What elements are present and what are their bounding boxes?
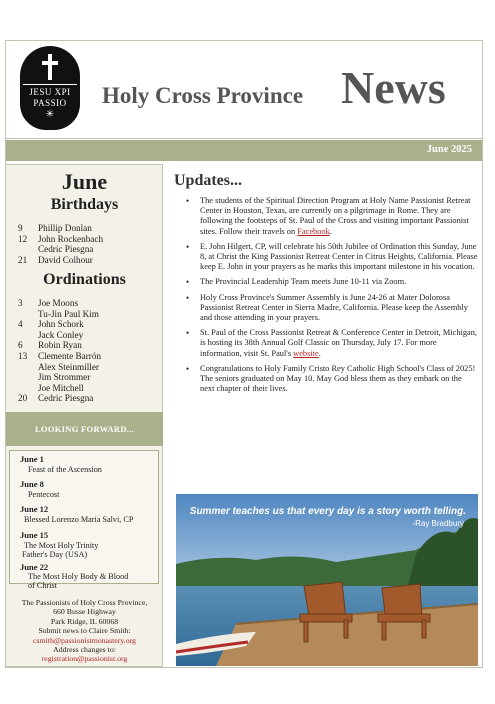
- list-item: 9 Phillip Donlan: [18, 223, 92, 233]
- email-link[interactable]: csmith@passionistmonastery.org: [33, 635, 136, 645]
- passionist-emblem-logo: [20, 46, 80, 130]
- event-item: June 1 Feast of the Ascension: [20, 454, 102, 474]
- email-link[interactable]: registration@passionist.org: [41, 654, 128, 664]
- news-title: News: [341, 62, 446, 113]
- ordinations-heading: Ordinations: [43, 271, 126, 288]
- contact-info: The Passionists of Holy Cross Province, 660 Busse Highway Park Ridge, IL 60068 Submit news to Claire Smith: csmith@passionistmonastery.org Address changes to: registration@passionist.org: [6, 598, 163, 664]
- issue-date: June 2025: [426, 144, 472, 155]
- facebook-link[interactable]: Facebook: [297, 226, 330, 236]
- list-item: Jim Strommer: [38, 372, 91, 383]
- emblem-text-line1: JESU XPI: [29, 87, 71, 97]
- list-item: 4 John Schork: [18, 319, 84, 330]
- summer-photo: [176, 494, 478, 666]
- birthdays-list: [18, 223, 103, 265]
- list-item: 20 Cedric Piesgna: [18, 393, 94, 404]
- emblem-text-line2: PASSIO: [33, 98, 67, 108]
- list-item: 21 David Colhour: [18, 254, 93, 265]
- looking-forward-band: [6, 412, 163, 446]
- updates-list: [186, 196, 478, 399]
- looking-forward-heading: LOOKING FORWARD...: [34, 424, 135, 434]
- event-item: June 8 Pentecost: [20, 479, 60, 499]
- website-link[interactable]: website: [293, 348, 319, 358]
- month-heading: June: [61, 169, 108, 194]
- list-item: • Congratulations to Holy Family Cristo Rey Catholic High School's Class of 2025! The seniors graduated on May 10. May God bless them as they embark on the next chapter of their lives.: [186, 364, 478, 395]
- event-item: June 12 Blessed Lorenzo Maria Salvi, CP: [20, 504, 134, 524]
- province-title: Holy Cross Province: [102, 83, 304, 108]
- sidebar: [6, 164, 163, 667]
- masthead: [6, 41, 482, 139]
- list-item: • Holy Cross Province's Summer Assembly is June 24-26 at Mater Dolorosa Passionist Retreat Center in Sierra Madre, California. Please keep the Assembly and those attending in your prayers.: [186, 293, 478, 324]
- event-item: June 22 The Most Holy Body & Blood of Christ: [20, 562, 129, 590]
- newsletter-page: [5, 40, 483, 668]
- list-item: • St. Paul of the Cross Passionist Retreat & Conference Center in Detroit, Michigan, is hosting its 38th Annual Golf Classic on Thursday, July 17. For more information, visit St. Paul's website.: [186, 328, 478, 359]
- star-icon: ✳: [45, 109, 55, 120]
- list-item: Cedric Piesgna: [38, 244, 94, 255]
- list-item: Joe Mitchell: [38, 382, 84, 393]
- ordinations-list: [18, 298, 101, 404]
- list-item: • The Provincial Leadership Team meets June 10-11 via Zoom.: [186, 277, 478, 287]
- updates-heading: Updates...: [174, 172, 243, 189]
- list-item: Tu-Jin Paul Kim: [38, 308, 99, 319]
- list-item: 3 Joe Moons: [18, 298, 79, 308]
- date-band: [6, 140, 482, 161]
- list-item: 6 Robin Ryan: [18, 340, 82, 351]
- list-item: Jack Conley: [38, 329, 84, 340]
- cross-icon: [42, 54, 58, 80]
- list-item: 13 Clemente Barrón: [18, 350, 102, 361]
- list-item: • E. John Hilgert, CP, will celebrate his 50th Jubilee of Ordination this Sunday, June 8, at Christ the King Passionist Retreat Center in Citrus Heights, California. Please keep E. John in your prayers as he marks this important milestone in his vocation.: [186, 242, 478, 273]
- birthdays-heading: Birthdays: [50, 196, 119, 213]
- photo-quote: Summer teaches us that every day is a story worth telling.: [189, 506, 466, 517]
- list-item: • The students of the Spiritual Direction Program at Holy Name Passionist Retreat Center in Houston, Texas, are currently on a pilgrimage in Rome. They are following the footsteps of St. Paul of the Cross and visiting important Passionist sites. Follow their travels on Facebook.: [186, 196, 478, 237]
- list-item: Alex Steinmiller: [38, 361, 99, 372]
- list-item: 12 John Rockenbach: [18, 233, 104, 244]
- event-item: June 15 The Most Holy Trinity Father's Day (USA): [20, 530, 99, 559]
- events-box: [9, 450, 159, 590]
- photo-quote-author: -Ray Bradbury: [412, 519, 464, 528]
